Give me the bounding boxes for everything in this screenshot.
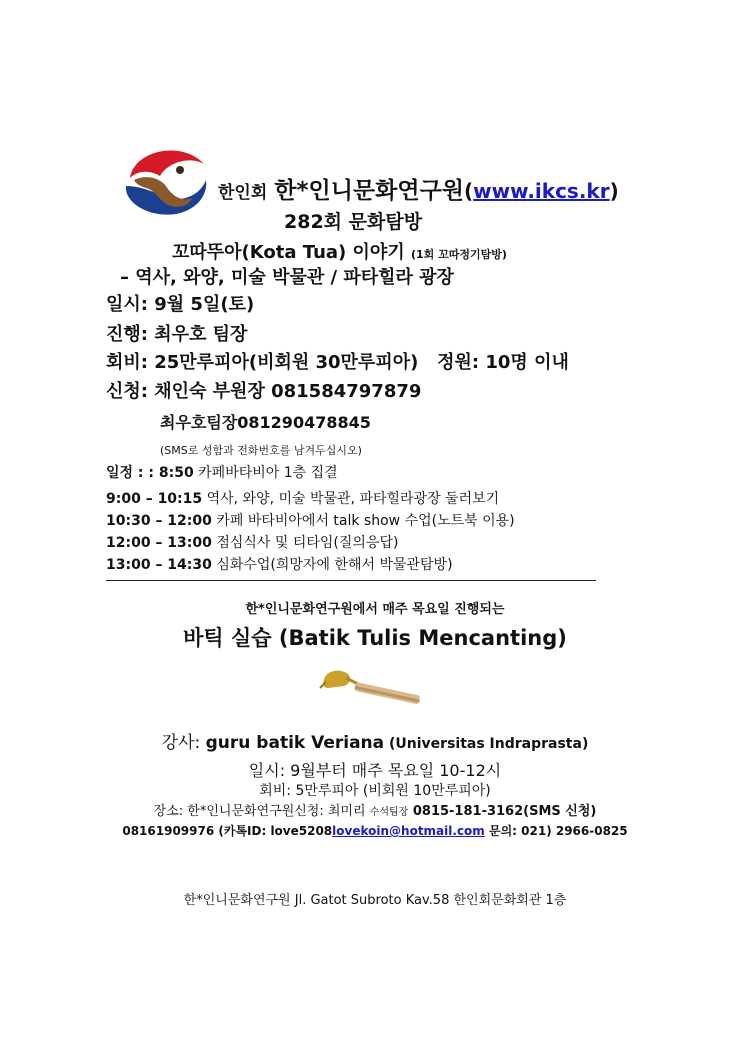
teacher-name: guru batik Veriana	[205, 733, 385, 753]
batik-intro: 한*인니문화연구원에서 매주 목요일 진행되는	[245, 602, 505, 617]
batik-contact	[0, 822, 750, 839]
teacher-school: (Universitas Indraprasta)	[384, 736, 589, 752]
place-role: 수석팀장	[369, 807, 409, 818]
schedule-item	[106, 532, 398, 552]
event-fee: 회비: 25만루피아(비회원 30만루피아)	[106, 352, 419, 373]
place-text: 장소: 한*인니문화연구원신청: 최미리	[153, 804, 370, 819]
batik-fee: 회비: 5만루피아 (비회원 10만루피아)	[259, 783, 491, 799]
schedule-time: 13:00 – 14:30	[106, 557, 212, 573]
schedule-item	[106, 488, 499, 508]
website-link[interactable]: www.ikcs.kr	[473, 179, 610, 203]
schedule-item	[106, 510, 515, 530]
org-header	[218, 172, 619, 205]
schedule-desc: 점심식사 및 티타임(질의응답)	[211, 535, 399, 551]
event-leader: 진행: 최우호 팀장	[106, 324, 248, 345]
org-prefix: 한인회	[218, 183, 268, 203]
schedule-item	[106, 554, 453, 574]
place-phone: 0815-181-3162(SMS 신청)	[408, 804, 597, 819]
footer-address: 한*인니문화연구원 Jl. Gatot Subroto Kav.58 한인회문화회관 1층	[183, 893, 567, 908]
sms-note: (SMS로 성함과 전화번호를 남겨두십시오)	[160, 444, 362, 457]
schedule-desc: 역사, 와양, 미술 박물관, 파타힐라광장 둘러보기	[202, 491, 500, 507]
canting-tool-illustration	[318, 660, 426, 710]
event-fee-line	[106, 348, 569, 374]
theme-places: – 역사, 와양, 미술 박물관 / 파타힐라 광장	[120, 267, 454, 288]
schedule-desc: 심화수업(희망자에 한해서 박물관탐방)	[211, 557, 453, 573]
schedule-time: 10:30 – 12:00	[106, 513, 212, 529]
paren-open: (	[464, 179, 474, 203]
event-date: 일시: 9월 5일(토)	[106, 294, 255, 315]
teacher-label: 강사:	[161, 733, 206, 753]
korean-association-logo	[120, 140, 212, 220]
batik-teacher	[0, 728, 750, 753]
theme-main: 꼬따뚜아(Kota Tua) 이야기	[172, 242, 411, 263]
schedule-time: 12:00 – 13:00	[106, 535, 212, 551]
schedule-time: 9:00 – 10:15	[106, 491, 203, 507]
contact-email-link[interactable]: lovekoin@hotmail.com	[332, 824, 485, 838]
event-theme	[172, 238, 507, 264]
event-capacity: 정원: 10명 이내	[437, 352, 569, 373]
apply-second-contact: 최우호팀장081290478845	[160, 413, 371, 432]
org-name: 한*인니문화연구원	[274, 178, 465, 204]
schedule-desc: 카페바타비아 1층 집결	[193, 465, 338, 481]
batik-place	[0, 800, 750, 819]
section-divider	[106, 580, 596, 581]
event-apply: 신청: 채인숙 부원장 081584797879	[106, 381, 422, 402]
paren-close: )	[609, 179, 619, 203]
contact-kakao: 08161909976 (카톡ID: love5208	[122, 824, 333, 838]
theme-note: (1회 꼬따정기탐방)	[410, 248, 507, 261]
batik-date: 일시: 9월부터 매주 목요일 10-12시	[248, 761, 502, 780]
schedule-desc: 카페 바타비아에서 talk show 수업(노트북 이용)	[211, 513, 515, 529]
schedule-time: 일정 : : 8:50	[106, 465, 194, 481]
batik-title: 바틱 실습 (Batik Tulis Mencanting)	[183, 626, 567, 650]
schedule-item	[106, 462, 338, 482]
contact-inquiry: 문의: 021) 2966-0825	[484, 824, 628, 838]
event-number: 282회 문화탐방	[284, 211, 423, 233]
